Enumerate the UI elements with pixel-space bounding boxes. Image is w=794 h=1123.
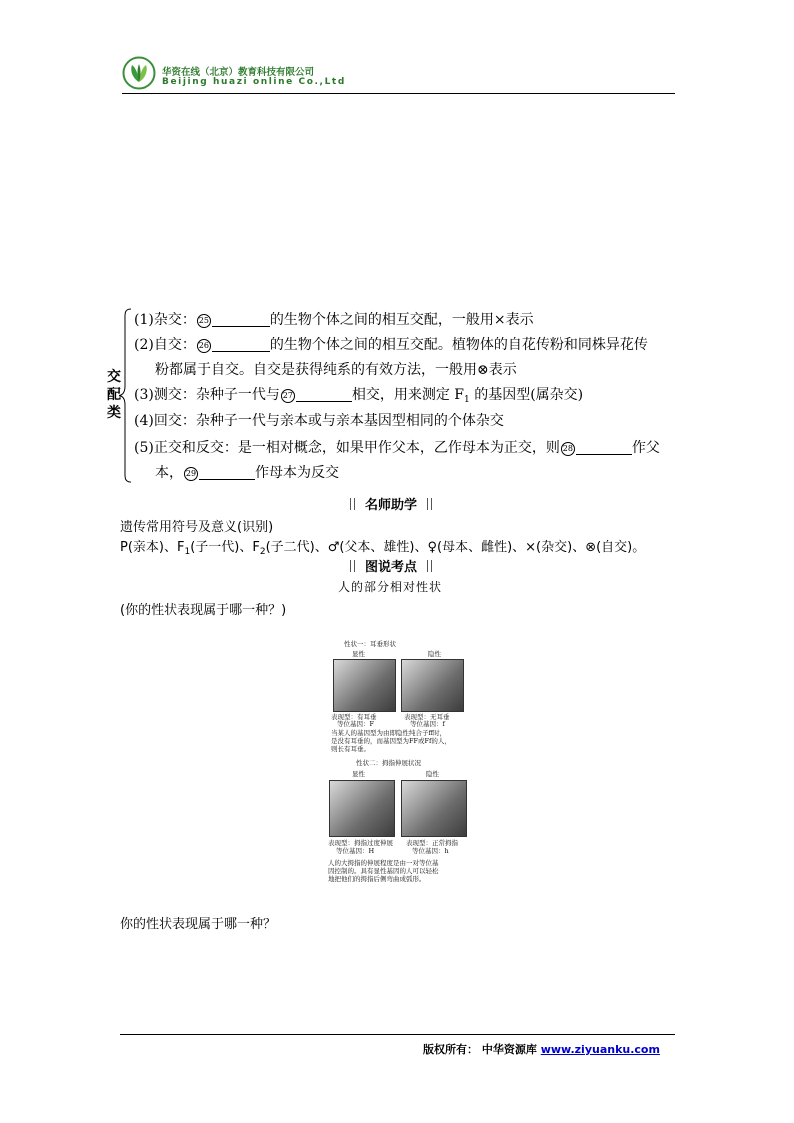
footer-copyright: 版权所有： 中华资源库 www.ziyuanku.com — [423, 1043, 660, 1056]
footer-url-link[interactable]: www.ziyuanku.com — [540, 1043, 660, 1056]
crossing-row-4: (4)回交：杂种子一代与亲本或与亲本基因型相同的个体杂交 — [134, 413, 504, 429]
crossing-row-1: (1)杂交： 25 的生物个体之间的相互交配，一般用×表示 — [134, 312, 534, 328]
section-subtitle: 人的部分相对性状 — [338, 580, 443, 594]
answer-blank[interactable] — [199, 465, 255, 480]
crossing-row-2-cont: 粉都属于自交。自交是获得纯系的有效方法，一般用⊗表示 — [155, 362, 517, 378]
crossing-row-2: (2)自交： 26 的生物个体之间的相互交配。植物体的自花传粉和同株异花传 — [134, 337, 648, 353]
footer-divider — [120, 1034, 675, 1035]
crossing-type-label: 交 配 类 — [107, 369, 121, 421]
section-title-mingshi: 名师助学 — [340, 494, 442, 513]
answer-blank[interactable] — [212, 312, 270, 327]
section-title-tushuo: 图说考点 — [340, 556, 442, 575]
question-2: 你的性状表现属于哪一种？ — [120, 917, 277, 932]
question-1: (你的性状表现属于哪一种？) — [120, 603, 287, 618]
symbols-text: P(亲本)、$F_1$(子一代)、$F_2$(子二代)、♂(父本、雄性)、♀(母本、雌性)、×(杂交)、⊗(自交)。 — [120, 540, 646, 557]
crossing-row-5-cont: 本， 29 作母本为反交 — [155, 465, 339, 481]
thumb-normal-photo — [401, 780, 467, 837]
earlobe-free-photo — [401, 659, 464, 712]
footer-site-name: 中华资源库 — [481, 1043, 537, 1056]
answer-blank[interactable] — [576, 440, 632, 455]
company-name-en: Beijing huazi online Co.,Ltd — [162, 77, 346, 87]
crossing-row-5: (5)正交和反交：是一相对概念，如果甲作父本，乙作母本为正交，则 28 作父 — [134, 440, 660, 456]
company-name-cn: 华资在线（北京）教育科技有限公司 — [162, 67, 315, 78]
answer-blank[interactable] — [296, 387, 352, 402]
company-logo-icon — [122, 56, 156, 90]
answer-blank[interactable] — [212, 337, 270, 352]
crossing-row-3: (3)测交：杂种子一代与 27 相交，用来测定 $F_1$ 的基因型(属杂交) — [134, 387, 584, 405]
header-divider — [122, 93, 675, 94]
traits-figure: 性状一：耳垂形状 显性 隐性 表现型：有耳垂 等位基因：F 表现型：无耳垂 等位基因：f 当某人的基因型为由即隐性纯合子ff时， 是没有耳垂的，而基因型为FF或Ff的人， 则长有耳垂。 性状二：拇指伸展状况 显性 隐性 表现型：拇指过度伸展 等位基因：H 表现型：正常拇指 等位基因：h 人的大拇指的伸展程度是由一对等位基 因控制的。具有显性基因的人可以轻松 地把他们的拇指后侧弯曲成弧形。 — [326, 637, 476, 887]
thumb-hyperextended-photo — [329, 780, 395, 837]
symbols-heading: 遗传常用符号及意义(识别) — [120, 520, 274, 535]
earlobe-attached-photo — [333, 659, 396, 712]
